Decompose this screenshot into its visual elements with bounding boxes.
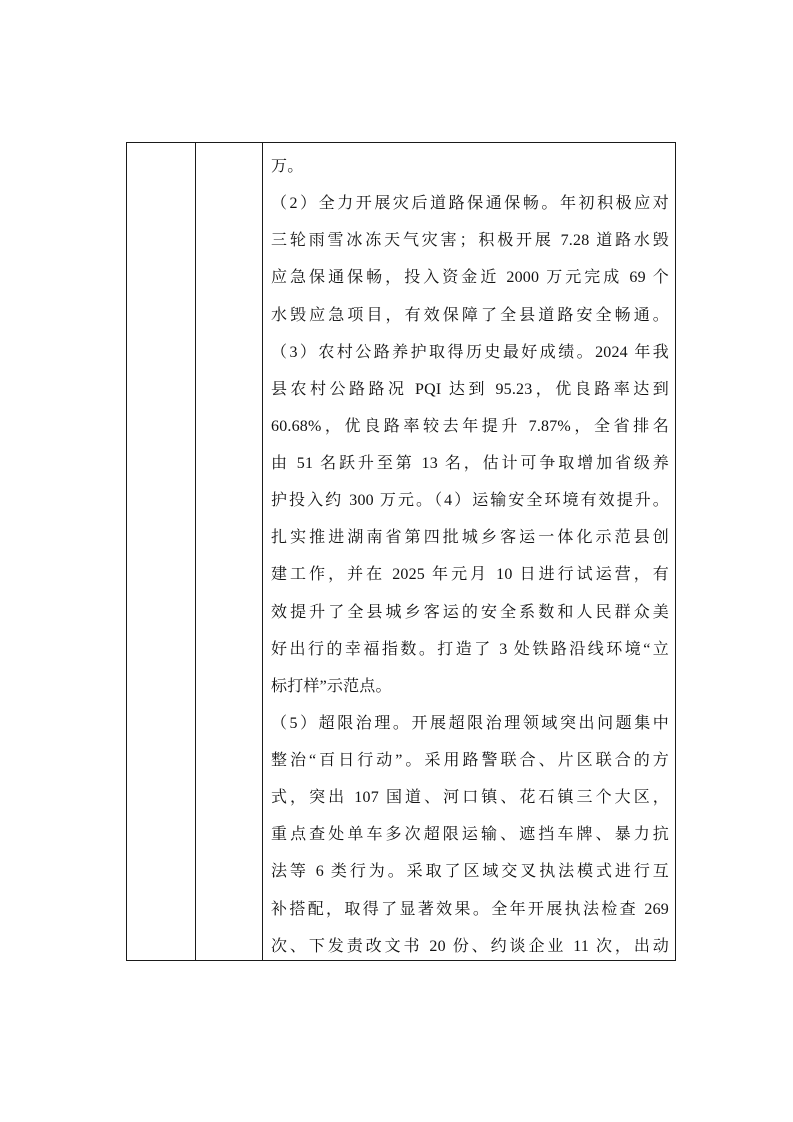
text-line: 万。 bbox=[271, 158, 304, 175]
table-empty-cell-1 bbox=[127, 143, 196, 960]
text-line: （2）全力开展灾后道路保通保畅。年初积极应对 bbox=[271, 195, 669, 213]
text-line: 60.68%，优良路率较去年提升 7.87%，全省排名 bbox=[271, 417, 669, 435]
text-line: 扎实推进湖南省第四批城乡客运一体化示范县创 bbox=[271, 529, 669, 547]
text-line: 标打样”示范点。 bbox=[271, 677, 392, 695]
text-line: 应急保通保畅，投入资金近 2000 万元完成 69 个 bbox=[271, 269, 669, 287]
text-line: 次、下发责改文书 20 份、约谈企业 11 次，出动 bbox=[271, 937, 669, 955]
text-line: 建工作，并在 2025 年元月 10 日进行试运营，有 bbox=[271, 566, 669, 584]
text-line: 效提升了全县城乡客运的安全系数和人民群众美 bbox=[271, 603, 669, 621]
text-line: 三轮雨雪冰冻天气灾害；积极开展 7.28 道路水毁 bbox=[271, 232, 669, 250]
text-line: （3）农村公路养护取得历史最好成绩。2024 年我 bbox=[271, 343, 669, 361]
text-line: 水毁应急项目，有效保障了全县道路安全畅通。 bbox=[271, 306, 669, 324]
text-line: 整治“百日行动”。采用路警联合、片区联合的方 bbox=[271, 752, 669, 769]
text-line: 式，突出 107 国道、河口镇、花石镇三个大区， bbox=[271, 789, 669, 807]
text-line: 由 51 名跃升至第 13 名，估计可争取增加省级养 bbox=[271, 455, 669, 472]
report-table bbox=[126, 142, 676, 961]
text-line: 重点查处单车多次超限运输、遮挡车牌、暴力抗 bbox=[271, 826, 669, 844]
table-content-cell bbox=[263, 143, 675, 960]
text-line: 护投入约 300 万元。（4）运输安全环境有效提升。 bbox=[271, 492, 669, 510]
text-line: 县农村公路路况 PQI 达到 95.23，优良路率达到 bbox=[271, 380, 669, 398]
text-line: 好出行的幸福指数。打造了 3 处铁路沿线环境“立 bbox=[271, 640, 669, 658]
text-line: 补搭配，取得了显著效果。全年开展执法检查 269 bbox=[271, 900, 669, 918]
text-line: 法等 6 类行为。采取了区域交叉执法模式进行互 bbox=[271, 863, 669, 881]
text-line: （5）超限治理。开展超限治理领域突出问题集中 bbox=[271, 714, 669, 732]
table-empty-cell-2 bbox=[196, 143, 263, 960]
